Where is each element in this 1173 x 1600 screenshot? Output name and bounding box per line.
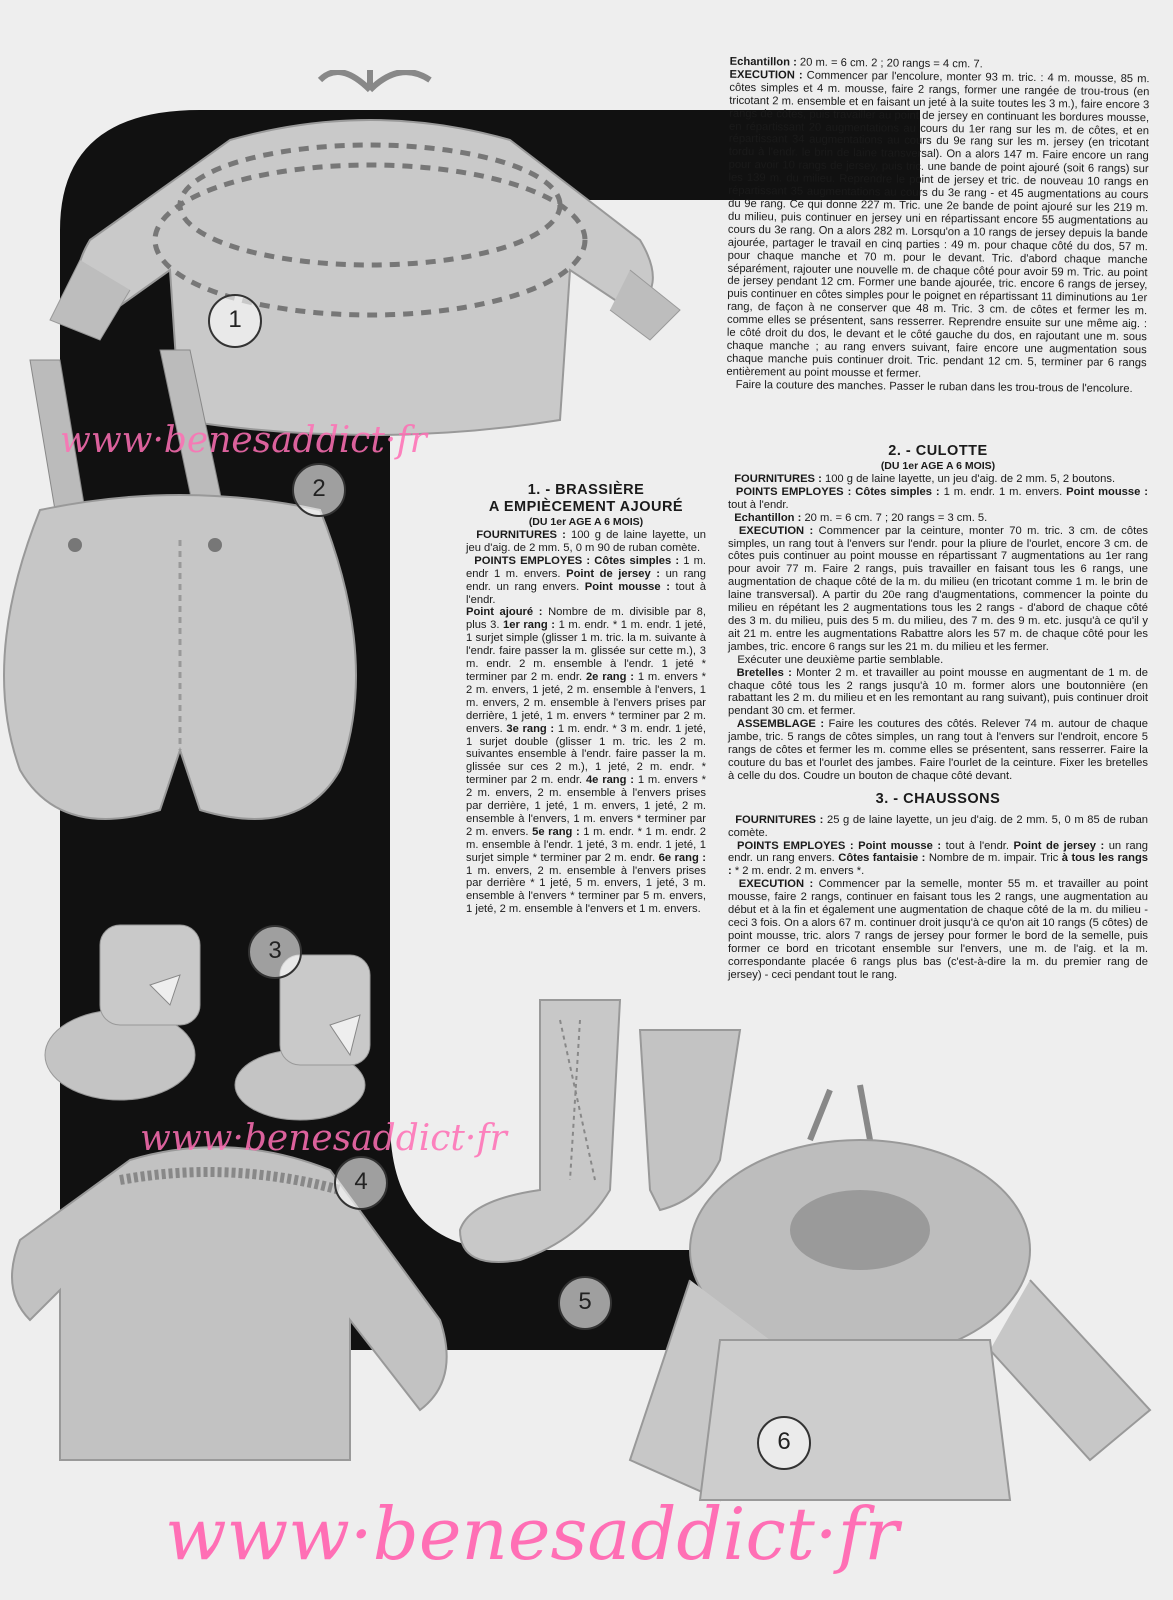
text-column-top — [726, 56, 1149, 396]
number-6: 6 — [757, 1416, 811, 1470]
section2-title: 2. - CULOTTE — [888, 443, 988, 459]
section1-title: 1. - BRASSIÈRE — [527, 482, 645, 498]
photo-pull — [0, 1120, 460, 1480]
number-4: 4 — [334, 1156, 388, 1210]
watermark-1: www·benesaddict·fr — [60, 420, 427, 461]
photo-brassiere-ronde — [610, 1080, 1170, 1520]
watermark-2: www·benesaddict·fr — [140, 1118, 507, 1159]
execution-paragraph: EXECUTION : Commencer par l'encolure, monter 93 m. tric. : 4 m. mousse, 85 m. côtes simples et 4 m. mousse, faire 2 rangs, former une rangée de trou-trous (en tricotant 2 m. ensemble et en faisant un jeté à la suite toutes les 3 m.), faire encore 3 rangs de côtes, puis travailler au point de jersey en continuant les bordures mousse, en répartissant 20 augmentations au cours du 1er rang sur les m. de côtes, et en répartissant 34 augmentations au cours du 9e rang sur les m. jersey (en tricotant tordu à l'endr. le brin de laine transversal). On a alors 147 m. Faire encore un rang pour avoir 10 rangs de jersey, puis tric. une bande de point ajouré (soit 6 rangs) sur les 139 m. du milieu. Reprendre le point de jersey et tric. de nouveau 10 rangs en répartissant 35 augmentations au cours du 3e rang - et 45 augmentations au cours du 9e rang. Ce qui donne 227 m. Tric. une 2e bande de point ajouré sur les 219 m. du milieu, puis continuer en jersey uni en répartissant encore 55 augmentations au cours du 3e rang. On a alors 282 m. Lorsqu'on a 10 rangs de jersey depuis la bande ajourée, partager le travail en cinq parties : 49 m. pour chaque côté du dos, 57 m. pour chaque manche et 70 m. pour le devant. Tric. d'abord chaque manche séparément, rajouter une nouvelle m. de chaque côté pour avoir 59 m. Tric. au point de jersey pendant 12 cm. Former une bande ajourée, tric. encore 6 rangs de jersey, puis continuer en côtes simples pour le poignet en répartissant 11 diminutions au 1er rang, de façon à ne conserver que 48 m. Tric. 3 cm. de côtes et fermer les m. comme elles se présentent, sans resserrer. Reprendre ensuite sur une même aig. : le côté droit du dos, le devant et le côté gauche du dos, en rajoutant une m. sous chaque manche ; au rang envers suivant, faire encore une augmentation sous chaque manche puis continuer droit. Tric. pendant 12 cm. 5, terminer par 6 rangs entièrement au point mousse et fermer. — [726, 68, 1150, 380]
text-column-brassiere: 1. - BRASSIÈRE A EMPIÈCEMENT AJOURÉ (DU 1er AGE A 6 MOIS) FOURNITURES : 100 g de laine layette, un jeu d'aig. de 2 mm. 5, 0 m 90 de ruban comète. POINTS EMPLOYES : Côtes simples : 1 m. endr 1 m. envers. Point de jersey : un rang endr. un rang envers. Point mousse : tout à l'endr. Point ajouré : Nombre de m. divisible par 8, plus 3. 1er rang : 1 m. endr. * 1 m. endr. 1 jeté, 1 surjet simple (glisser 1 m. tric. la m. suivante à l'endr. faire passer la m. glissée sur cette m.), 3 m. endr. 2 m. ensemble à l'endr. 1 jeté * terminer par 2 m. endr. 2e rang : 1 m. envers * 2 m. envers, 1 jeté, 2 m. ensemble à l'envers, 1 m. envers, 2 m. ensemble à l'envers prises par derrière, 1 jeté, 1 m. envers * terminer par 2 m. envers. 3e rang : 1 m. endr. * 3 m. endr. 1 jeté, 1 surjet double (glisser 1 m. tric. les 2 m. suivantes ensemble à l'endr. faire passer la m. glissée sur ces 2 m.), 1 jeté, 2 m. endr. * terminer par 2 m. endr. 4e rang : 1 m. envers * 2 m. envers, 2 m. ensemble à l'envers prises par derrière, 1 jeté, 1 m. envers, 1 jeté, 2 m. ensemble à l'envers, 1 m. envers * terminer par 2 m. envers. 5e rang : 1 m. endr. * 1 m. endr. 2 m. ensemble à l'endr. 1 jeté, 3 m. endr. 1 jeté, 1 surjet simple * terminer par 2 m. endr. 6e rang : 1 m. envers, 2 m. ensemble à l'envers prises par derrière * 1 jeté, 5 m. envers, 1 jeté, 3 m. ensemble à l'envers * terminer par 5 m. envers, 1 jeté, 2 m. ensemble à l'envers et 1 m. envers. — [466, 482, 707, 916]
photo-chaussons — [40, 905, 380, 1125]
watermark-3: www·benesaddict·fr — [165, 1492, 899, 1576]
number-3: 3 — [248, 925, 302, 979]
section3-title: 3. - CHAUSSONS — [875, 790, 1001, 807]
section1-title-2: A EMPIÈCEMENT AJOURÉ — [488, 499, 684, 515]
number-2: 2 — [292, 463, 346, 517]
section2-subtitle: (DU 1er AGE A 6 MOIS) — [880, 460, 996, 472]
text-column-culotte-chaussons: 2. - CULOTTE (DU 1er AGE A 6 MOIS) FOURNITURES : 100 g de laine layette, un jeu d'aig. de 2 mm. 5, 2 boutons. POINTS EMPLOYES : Côtes simples : 1 m. endr. 1 m. envers. Point mousse : tout à l'endr. Echantillon : 20 m. = 6 cm. 7 ; 20 rangs = 3 cm. 5. EXECUTION : Commencer par la ceinture, monter 70 m. tric. 3 cm. de côtes simples, un rang tout à l'envers sur l'endr. pour la pliure de l'ourlet, encore 3 cm. de côtes puis continuer au point mousse en répartissant 7 augmentations au 1er rang pour avoir 77 m. Faire 2 rangs, puis travailler en faisant tous les 6 rangs, une augmentation de chaque côté de la m. du milieu (en tricotant comme 1 m. le brin de laine transversal). A partir du 20e rang d'augmentations, commencer la pointe du milieu en répétant les 2 augmentations tous les 2 rangs - d'abord de chaque côté des 3 m. du milieu, puis des 5 m. du milieu, des 7 m. des 9 m. etc. jusqu'à ce qu'il y ait 21 m. entre les augmentations Rabattre alors les 57 m. de chaque côté pour les jambes, tric. encore 6 rangs sur les 21 m. du milieu et les fermer. Exécuter une deuxième partie semblable. Bretelles : Monter 2 m. et travailler au point mousse en augmentant de 1 m. de chaque côté tous les 2 rangs jusqu'à 10 m. former alors une boutonnière (en rabattant les 2 m. du milieu et en les remontant au rang suivant), puis continuer droit pendant 30 cm. et fermer. ASSEMBLAGE : Faire les coutures des côtés. Relever 74 m. autour de chaque jambe, tric. 5 rangs de côtes simples, un rang tout à l'envers sur l'endroit, encore 5 rangs de côtes et fermer les m. comme elles se présentent, sans resserrer. Faire la couture du bas et l'ourlet des jambes. Faire l'ourlet de la ceinture. Fixer les bretelles à celle du dos. Coudre un bouton de chaque côté devant. 3. - CHAUSSONS FOURNITURES : 25 g de laine layette, un jeu d'aig. de 2 mm. 5, 0 m 85 de ruban comète. POINTS EMPLOYES : Point mousse : tout à l'endr. Point de jersey : un rang endr. un rang envers. Côtes fantaisie : Nombre de m. impair. Tric à tous les rangs : * 2 m. endr. 2 m. envers *. EXECUTION : Commencer par la semelle, monter 55 m. et travailler au point mousse, faire 2 rangs, continuer en faisant tous les 2 rangs, une augmentation au début et à la fin et également une augmentation de chaque côté de la m. du milieu - ceci 3 fois. On a alors 67 m. continuer droit jusqu'à ce qu'on ait 10 rangs (5 côtes) de point mousse, tric. alors 7 rangs de jersey pour former le bord de la semelle, puis former ce bord en tricotant ensemble sur l'envers, une m. de l'aig. et la m. correspondante placée 6 rangs plus bas (c'est-à-dire la m. du premier rang de jersey) - ceci pendant tout le rang. — [728, 443, 1149, 981]
final-paragraph: Faire la couture des manches. Passer le ruban dans les trou-trous de l'encolure. — [735, 378, 1133, 395]
echantillon-paragraph: Echantillon : 20 m. = 6 cm. 2 ; 20 rangs = 4 cm. 7. — [729, 55, 983, 71]
number-5: 5 — [558, 1276, 612, 1330]
section1-subtitle: (DU 1er AGE A 6 MOIS) — [528, 516, 644, 528]
number-1: 1 — [208, 294, 262, 348]
